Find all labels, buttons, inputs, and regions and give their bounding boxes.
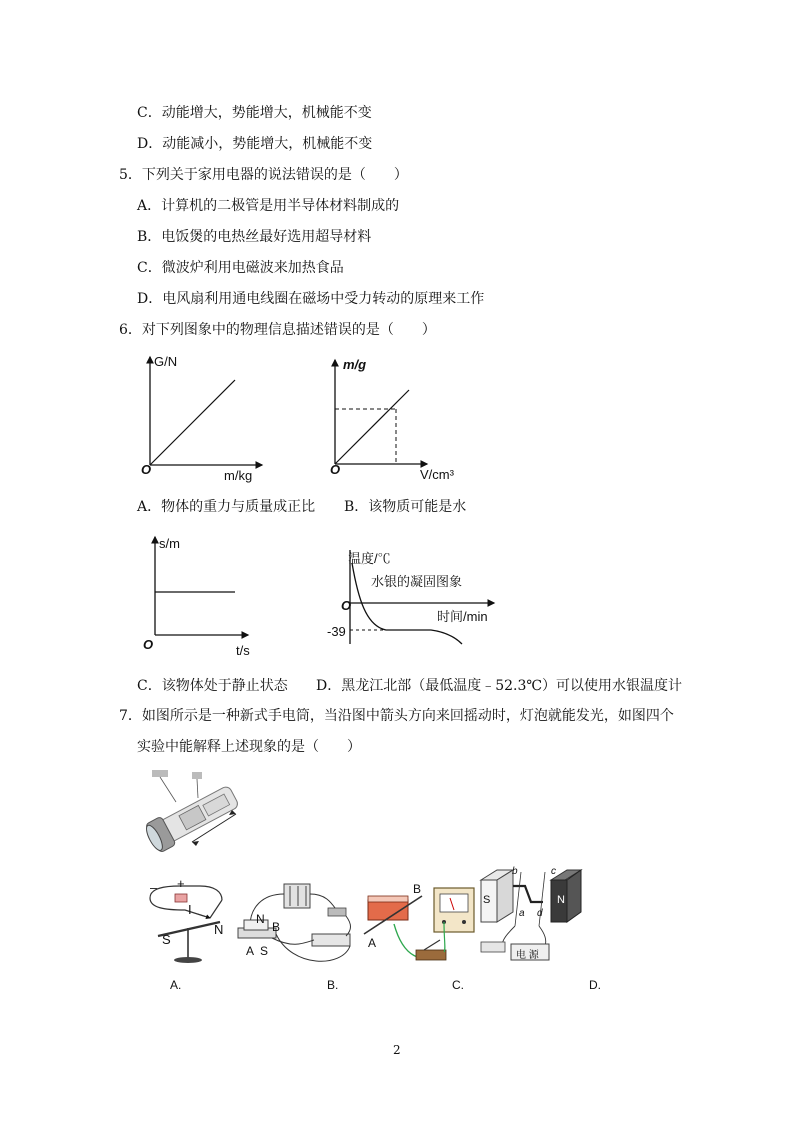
- figure-a-minus: –: [150, 880, 158, 895]
- graph-d-origin: O: [341, 598, 352, 613]
- figure-b-n-label: N: [256, 912, 265, 926]
- q4-option-c: C．动能增大，势能增大，机械能不变: [137, 105, 372, 121]
- graph-d-ylabel: 温度/℃: [348, 551, 391, 566]
- figure-c-b-label: B: [413, 882, 422, 896]
- graph-a-ylabel: G/N: [154, 354, 178, 369]
- graph-c-xlabel: t/s: [236, 643, 250, 658]
- figure-d-c-label: c: [551, 866, 556, 877]
- q6-option-a: A．物体的重力与质量成正比: [137, 499, 316, 515]
- q7-stem-line-2: 实验中能解释上述现象的是（ ）: [137, 739, 361, 755]
- q6-option-d: D．黑龙江北部（最低温度﹣52.3℃）可以使用水银温度计: [316, 678, 683, 694]
- graph-b-mass-volume: [325, 358, 435, 480]
- graph-b-line: [335, 390, 409, 464]
- graph-a-gravity-mass: [140, 355, 270, 480]
- figure-c-a-label: A: [368, 936, 377, 950]
- graph-b-origin: O: [330, 462, 341, 477]
- figure-d-a-label: a: [519, 908, 525, 919]
- q5-option-a: A．计算机的二极管是用半导体材料制成的: [137, 198, 400, 214]
- q5-option-c: C．微波炉利用电磁波来加热食品: [137, 260, 344, 276]
- figure-a-current: I: [188, 902, 192, 917]
- graph-d-tick: -39: [327, 624, 346, 639]
- graph-c-origin: O: [143, 637, 154, 652]
- figure-b-a-label: A: [246, 944, 255, 958]
- figure-c-induction: [364, 870, 484, 970]
- graph-c-ylabel: s/m: [159, 536, 180, 551]
- figure-b-caption: B.: [327, 978, 339, 992]
- graph-b-xlabel: V/cm³: [420, 467, 454, 482]
- figure-d-d-label: d: [537, 908, 543, 919]
- q5-stem: 5．下列关于家用电器的说法错误的是（ ）: [119, 167, 408, 183]
- graph-c-distance-time: [145, 535, 255, 645]
- figure-d-power-label: 电 源: [516, 950, 539, 961]
- graph-a-line: [150, 380, 235, 465]
- figure-d-b-label: b: [512, 866, 518, 877]
- q6-stem: 6．对下列图象中的物理信息描述错误的是（ ）: [119, 322, 436, 338]
- graph-d-title: 水银的凝固图象: [371, 574, 463, 589]
- graph-b-ylabel: m/g: [343, 357, 367, 372]
- figure-b-s-label: S: [260, 944, 269, 958]
- figure-c-caption: C.: [452, 978, 464, 992]
- q4-option-d: D．动能减小，势能增大，机械能不变: [137, 136, 373, 152]
- figure-d-n-label: N: [557, 894, 565, 906]
- q5-option-d: D．电风扇利用通电线圈在磁场中受力转动的原理来工作: [137, 291, 485, 307]
- q6-option-b: B．该物质可能是水: [344, 499, 467, 515]
- figure-a-north: N: [214, 922, 224, 937]
- graph-a-origin: O: [141, 462, 152, 477]
- figure-b-b-label: B: [272, 920, 281, 934]
- figure-d-caption: D.: [589, 978, 601, 992]
- flashlight-image: [140, 768, 250, 860]
- graph-a-xlabel: m/kg: [224, 468, 253, 483]
- graph-d-xlabel: 时间/min: [437, 609, 488, 624]
- q5-option-b: B．电饭煲的电热丝最好选用超导材料: [137, 229, 372, 245]
- q7-stem-line-1: 7．如图所示是一种新式手电筒，当沿图中箭头方向来回摇动时，灯泡就能发光，如图四个: [119, 708, 674, 724]
- figure-d-s-label: S: [483, 894, 491, 906]
- figure-a-south: S: [162, 932, 171, 947]
- figure-a-plus: +: [177, 876, 185, 891]
- figure-a-caption: A.: [170, 978, 182, 992]
- q6-option-c: C．该物体处于静止状态: [137, 678, 288, 694]
- page-number: 2: [393, 1043, 401, 1057]
